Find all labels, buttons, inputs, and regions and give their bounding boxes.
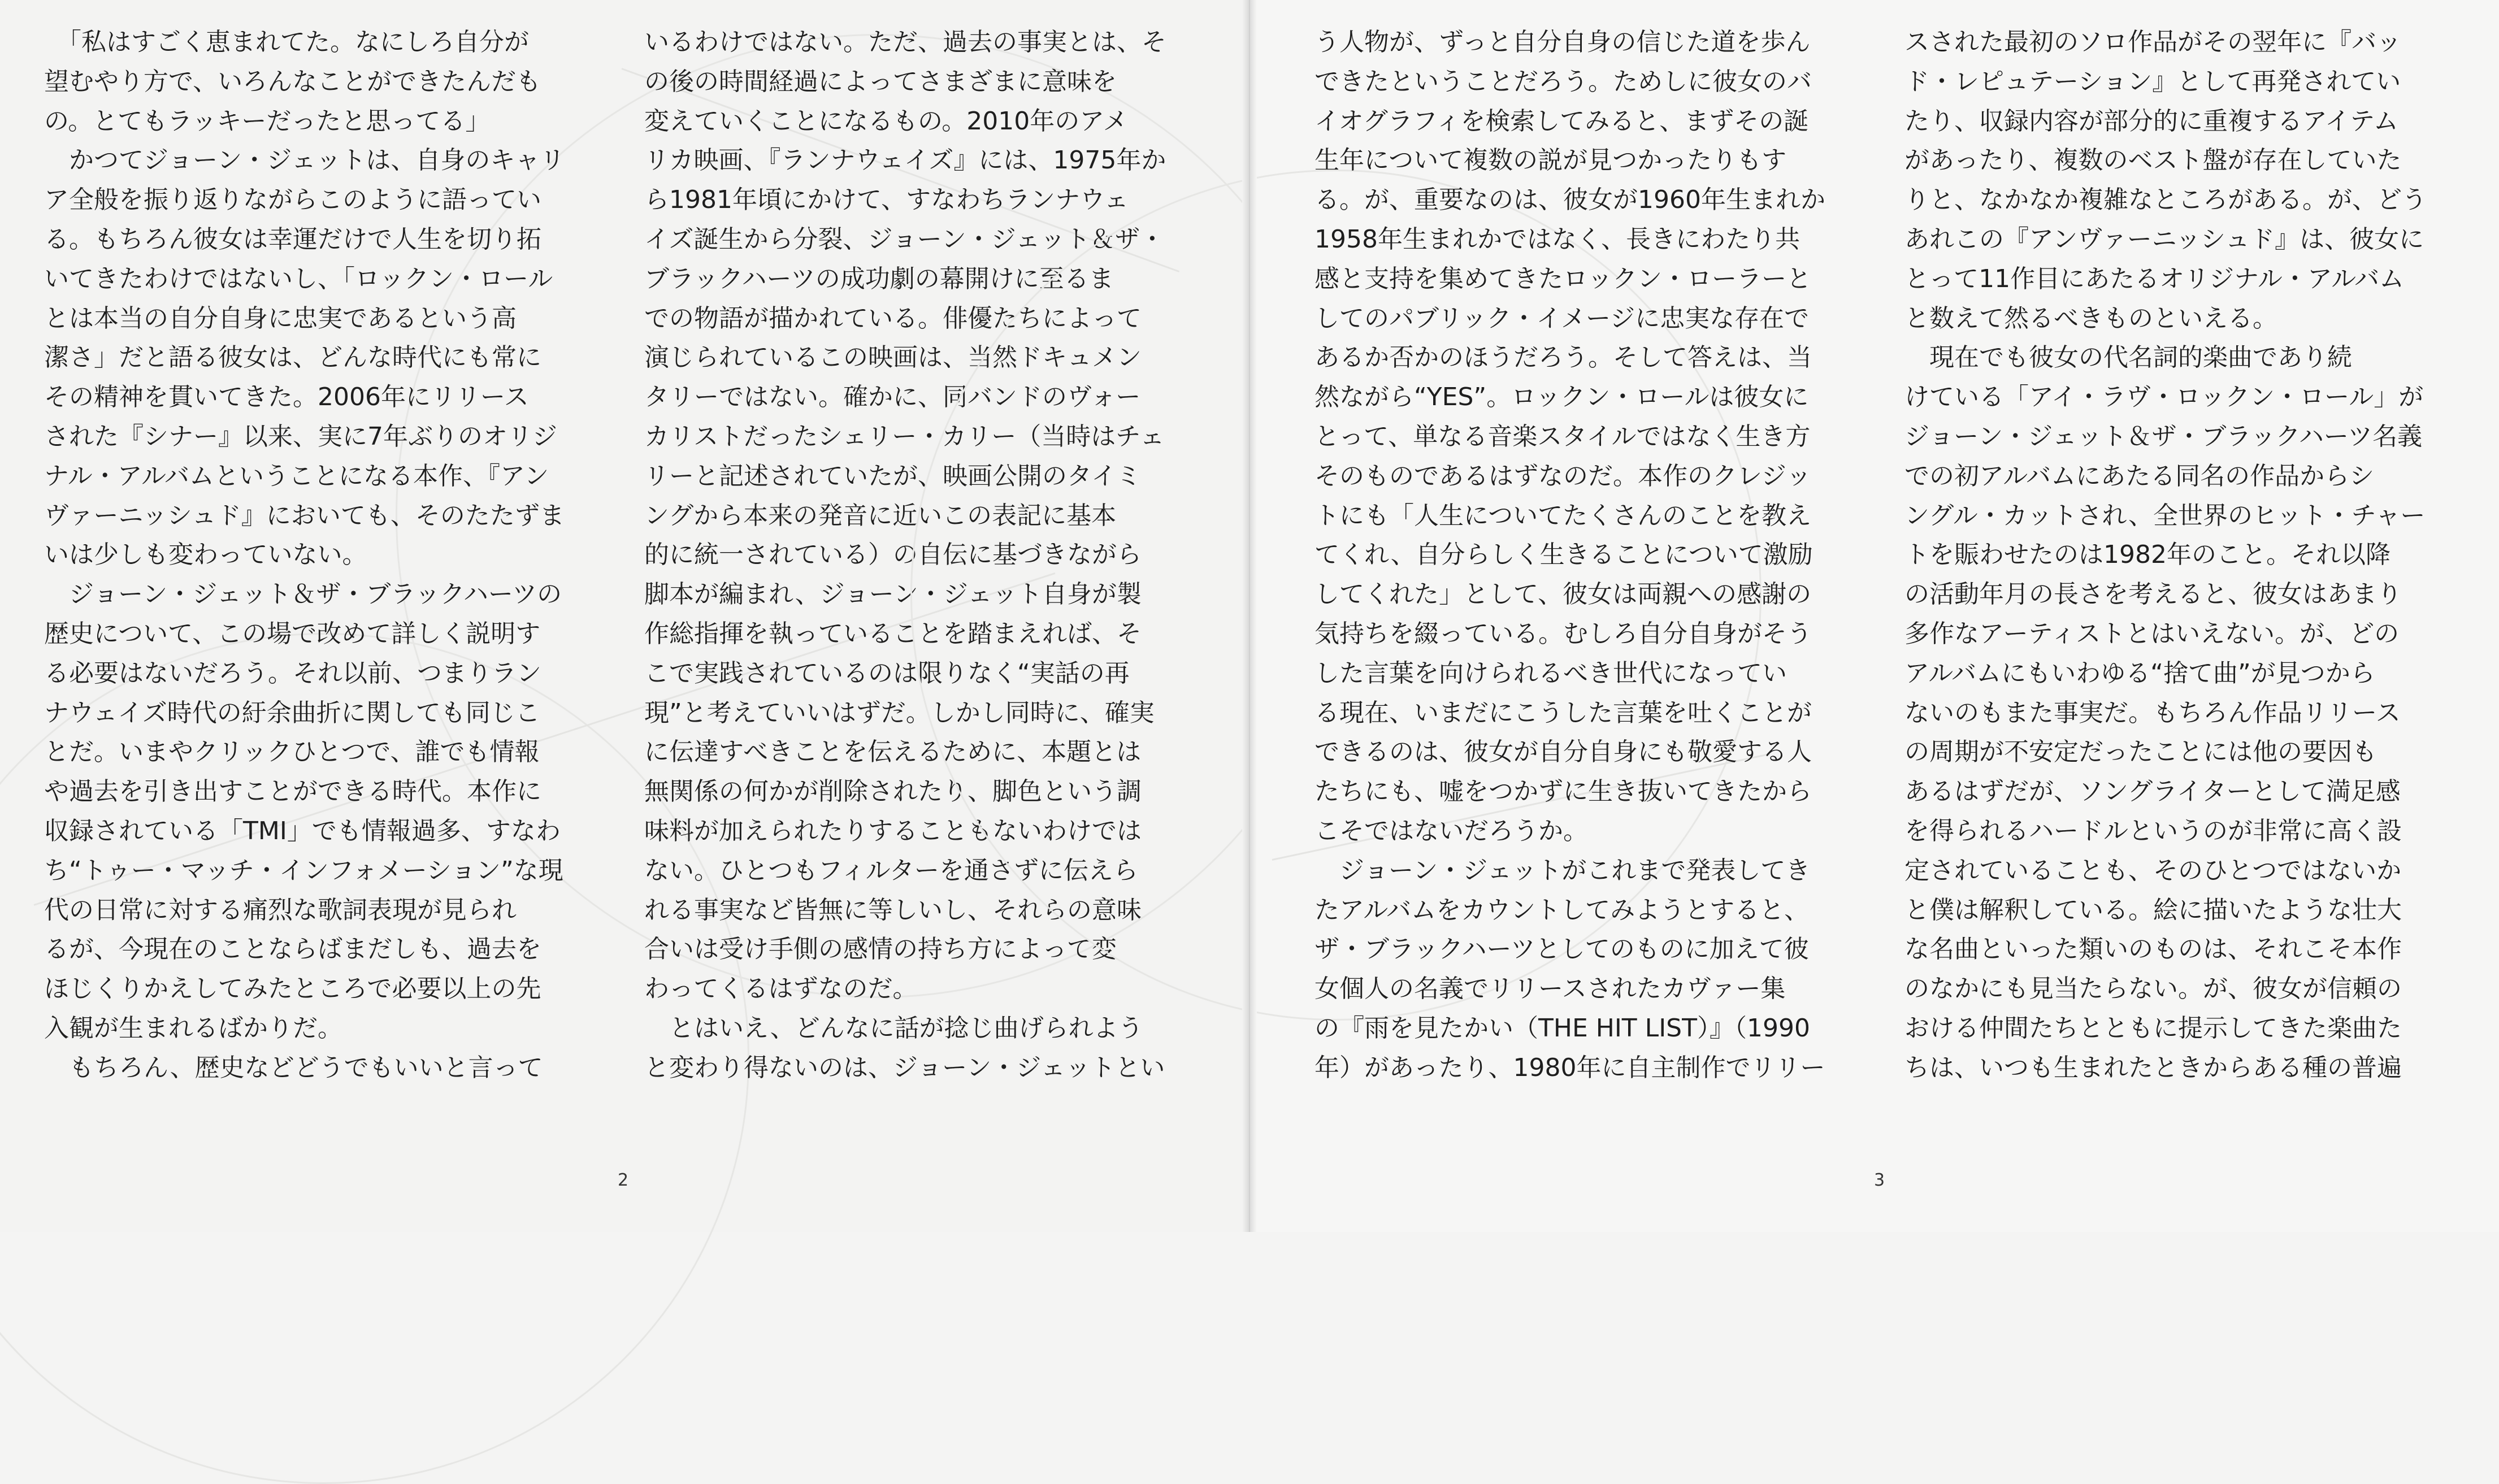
text-line: と変わり得ないのは、ジョーン・ジェットとい (644, 1053, 1165, 1082)
text-line: ちは、いつも生まれたときからある種の普遍 (1904, 1053, 2402, 1082)
text-line: ブラックハーツの成功劇の幕開けに至るま (644, 264, 1114, 293)
text-line: や過去を引き出すことができる時代。本作に (44, 777, 541, 806)
text-line: アルバムにもいわゆる“捨て曲”が見つから (1904, 658, 2375, 688)
text-line: ほじくりかえしてみたところで必要以上の先 (44, 974, 541, 1004)
text-line: 潔さ」だと語る彼女は、どんな時代にも常に (44, 343, 541, 372)
text-line: のなかにも見当たらない。が、彼女が信頼の (1904, 974, 2402, 1004)
text-line: 歴史について、この場で改めて詳しく説明す (44, 619, 541, 648)
text-line: る。が、重要なのは、彼女が1960年生まれか (1314, 185, 1825, 215)
text-line: カリストだったシェリー・カリー（当時はチェ (644, 422, 1165, 451)
text-line: できたということだろう。ためしに彼女のバ (1314, 67, 1812, 96)
text-line: した言葉を向けられるべき世代になってい (1314, 658, 1787, 688)
text-line: イズ誕生から分裂、ジョーン・ジェット＆ザ・ (644, 224, 1165, 254)
text-line: ない。ひとつもフィルターを通さずに伝えら (644, 856, 1138, 885)
text-line: ジョーン・ジェット＆ザ・ブラックハーツの (44, 580, 562, 609)
text-line: る必要はないだろう。それ以前、つまりラン (44, 658, 541, 688)
text-line: とは本当の自分自身に忠実であるという高 (44, 303, 517, 333)
text-line: 気持ちを綴っている。むしろ自分自身がそう (1314, 619, 1812, 648)
right-page (1250, 0, 2499, 1232)
text-line: 収録されている「TMI」でも情報過多、すなわ (44, 816, 561, 845)
text-line: おける仲間たちとともに提示してきた楽曲た (1904, 1013, 2402, 1043)
text-line: ヴァーニッシュド』においても、そのたたずま (44, 501, 565, 530)
text-column-3 (1314, 23, 1865, 1088)
text-line: 然ながら“YES”。ロックン・ロールは彼女に (1314, 383, 1809, 412)
text-line: 味料が加えられたりすることもないわけでは (644, 816, 1142, 845)
text-line: 合いは受け手側の感情の持ち方によって変 (644, 935, 1117, 964)
text-column-4 (1904, 23, 2455, 1088)
text-line: る現在、いまだにこうした言葉を吐くことが (1314, 698, 1812, 727)
text-line: ら1981年頃にかけて、すなわちランナウェ (644, 185, 1129, 215)
text-line: された『シナー』以来、実に7年ぶりのオリジ (44, 422, 557, 451)
text-line: での物語が描かれている。俳優たちによって (644, 303, 1142, 333)
text-line: スされた最初のソロ作品がその翌年に『バッ (1904, 28, 2402, 57)
text-line: るが、今現在のことならばまだしも、過去を (44, 935, 541, 964)
text-line: 的に統一されている）の自伝に基づきながら (644, 540, 1142, 570)
text-line: る。もちろん彼女は幸運だけで人生を切り拓 (44, 224, 541, 254)
text-line: の。とてもラッキーだったと思ってる」 (44, 106, 491, 136)
text-line: ジョーン・ジェット＆ザ・ブラックハーツ名義 (1904, 422, 2423, 451)
text-line: ないのもまた事実だ。もちろん作品リリース (1904, 698, 2401, 727)
text-line: ングから本来の発音に近いこの表記に基本 (644, 501, 1117, 530)
text-line: とはいえ、どんなに話が捻じ曲げられよう (644, 1013, 1143, 1043)
text-line: あるはずだが、ソングライターとして満足感 (1904, 777, 2401, 806)
text-line: できるのは、彼女が自分自身にも敬愛する人 (1314, 737, 1812, 767)
text-line: とって、単なる音楽スタイルではなく生き方 (1314, 422, 1811, 451)
text-line: こそではないだろうか。 (1314, 816, 1588, 845)
text-line: 変えていくことになるもの。2010年のアメ (644, 106, 1128, 136)
text-line: いてきたわけではないし、「ロックン・ロール (44, 264, 553, 293)
text-line: こで実践されているのは限りなく“実話の再 (644, 658, 1130, 688)
text-line: 作総指揮を執っていることを踏まえれば、そ (644, 619, 1142, 648)
text-line: トにも「人生についてたくさんのことを教え (1314, 501, 1812, 530)
text-line: ち“トゥー・マッチ・インフォメーション”な現 (44, 856, 563, 885)
text-line: 無関係の何かが削除されたり、脚色という調 (644, 777, 1142, 806)
text-line: 生年について複数の説が見つかったりもす (1314, 146, 1787, 175)
text-line: わってくるはずなのだ。 (644, 974, 918, 1004)
text-line: 1958年生まれかではなく、長きにわたり共 (1314, 224, 1801, 254)
text-column-1 (44, 23, 595, 1088)
text-line: けている「アイ・ラヴ・ロックン・ロール」が (1904, 383, 2424, 412)
text-line: な名曲といった類いのものは、それこそ本作 (1904, 935, 2402, 964)
text-line: リーと記述されていたが、映画公開のタイミ (644, 461, 1142, 491)
book-gutter (1242, 0, 1257, 1232)
text-line: とって11作目にあたるオリジナル・アルバム (1904, 264, 2405, 293)
text-line: たアルバムをカウントしてみようとすると、 (1314, 895, 1810, 925)
text-line: の活動年月の長さを考えると、彼女はあまり (1904, 580, 2402, 609)
page-number: 3 (1874, 1170, 1885, 1190)
page-number: 2 (618, 1170, 629, 1190)
text-line: ナル・アルバムということになる本作、『アン (44, 461, 549, 491)
text-line: とだ。いまやクリックひとつで、誰でも情報 (44, 737, 540, 767)
text-line: いは少しも変わっていない。 (44, 540, 367, 570)
text-line: ド・レピュテーション』として再発されてい (1904, 67, 2401, 96)
text-line: の『雨を見たかい（THE HIT LIST）』（1990 (1314, 1013, 1810, 1043)
text-line: と数えて然るべきものといえる。 (1904, 303, 2277, 333)
text-line: 多作なアーティストとはいえない。が、どの (1904, 619, 2400, 648)
text-line: イオグラフィを検索してみると、まずその誕 (1314, 106, 1809, 136)
text-line: れる事実など皆無に等しいし、それらの意味 (644, 895, 1142, 925)
text-line: う人物が、ずっと自分自身の信じた道を歩ん (1314, 28, 1811, 57)
text-line: 「私はすごく恵まれてた。なにしろ自分が (44, 28, 529, 57)
text-line: ア全般を振り返りながらこのように語ってい (44, 185, 541, 215)
text-line: と僕は解釈している。絵に描いたような壮大 (1904, 895, 2402, 925)
text-line: てくれ、自分らしく生きることについて激励 (1314, 540, 1813, 570)
text-line: トを賑わせたのは1982年のこと。それ以降 (1904, 540, 2390, 570)
text-line: りと、なかなか複雑なところがある。が、どう (1904, 185, 2427, 215)
text-line: の周期が不安定だったことには他の要因も (1904, 737, 2377, 767)
text-line: の後の時間経過によってさまざまに意味を (644, 67, 1117, 96)
text-line: ングル・カットされ、全世界のヒット・チャー (1904, 501, 2426, 530)
text-line: あれこの『アンヴァーニッシュド』は、彼女に (1904, 224, 2424, 254)
text-line: 現”と考えていいはずだ。しかし同時に、確実 (644, 698, 1155, 727)
text-line: を得られるハードルというのが非常に高く設 (1904, 816, 2402, 845)
text-line: 女個人の名義でリリースされたカヴァー集 (1314, 974, 1786, 1004)
text-line: 入観が生まれるばかりだ。 (44, 1013, 342, 1043)
text-line: 現在でも彼女の代名詞的楽曲であり続 (1904, 343, 2352, 372)
text-line: 年）があったり、1980年に自主制作でリリー (1314, 1053, 1825, 1082)
text-line: たちにも、嘘をつかずに生き抜いてきたから (1314, 777, 1812, 806)
text-line: してくれた」として、彼女は両親への感謝の (1314, 580, 1812, 609)
text-line: 演じられているこの映画は、当然ドキュメン (644, 343, 1142, 372)
text-line: 定されていることも、そのひとつではないか (1904, 856, 2402, 885)
text-line: 代の日常に対する痛烈な歌詞表現が見られ (44, 895, 517, 925)
text-line: してのパブリック・イメージに忠実な存在で (1314, 303, 1810, 333)
text-line: 感と支持を集めてきたロックン・ローラーと (1314, 264, 1812, 293)
text-line: あるか否かのほうだろう。そして答えは、当 (1314, 343, 1812, 372)
text-line: かつてジョーン・ジェットは、自身のキャリ (44, 146, 565, 175)
text-line: 望むやり方で、いろんなことができたんだも (44, 67, 541, 96)
text-line: いるわけではない。ただ、過去の事実とは、そ (644, 28, 1166, 57)
text-line: タリーではない。確かに、同バンドのヴォー (644, 383, 1141, 412)
text-line: での初アルバムにあたる同名の作品からシ (1904, 461, 2375, 491)
text-line: ザ・ブラックハーツとしてのものに加えて彼 (1314, 935, 1809, 964)
text-line: に伝達すべきことを伝えるために、本題とは (644, 737, 1142, 767)
text-line: そのものであるはずなのだ。本作のクレジッ (1314, 461, 1811, 491)
text-line: ナウェイズ時代の紆余曲折に関しても同じこ (44, 698, 540, 727)
text-line: その精神を貫いてきた。2006年にリリース (44, 383, 529, 412)
text-line: 脚本が編まれ、ジョーン・ジェット自身が製 (644, 580, 1142, 609)
text-line: もちろん、歴史などどうでもいいと言って (44, 1053, 543, 1082)
text-line: があったり、複数のベスト盤が存在していた (1904, 146, 2402, 175)
text-line: たり、収録内容が部分的に重複するアイテム (1904, 106, 2398, 136)
text-line: ジョーン・ジェットがこれまで発表してき (1314, 856, 1811, 885)
text-line: リカ映画、『ランナウェイズ』には、1975年か (644, 146, 1166, 175)
